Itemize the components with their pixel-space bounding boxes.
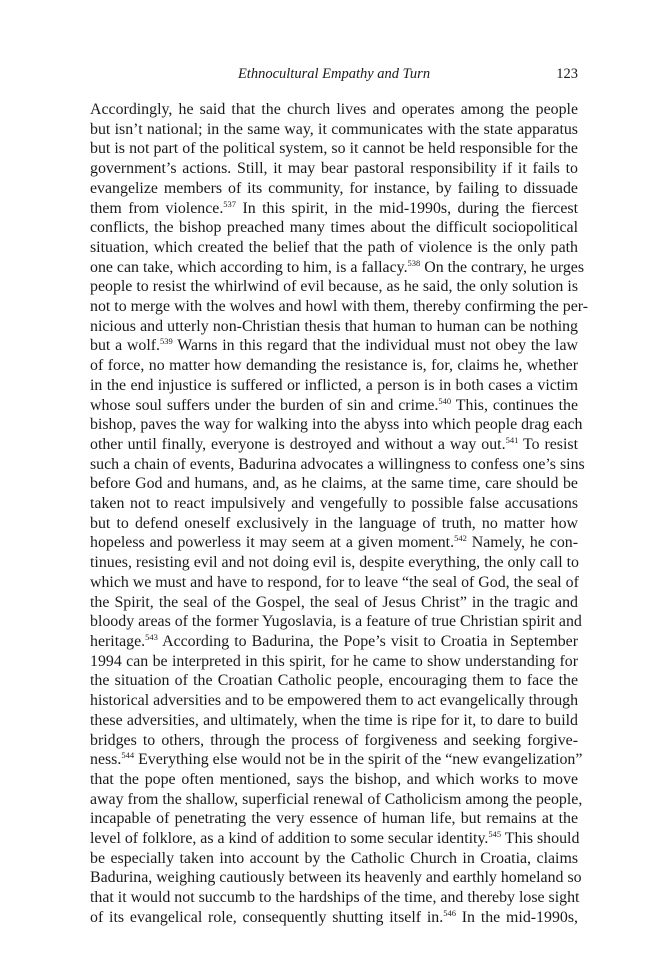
- text-line: [90, 849, 578, 869]
- text-line: [90, 257, 585, 278]
- text-segment: which we must and have to respond, for to leave “the seal of God, the seal of: [90, 573, 579, 591]
- text-segment: but isn’t national; in the same way, it communicates with the state apparatus: [90, 120, 578, 138]
- text-line: [90, 711, 578, 731]
- text-segment: bishop, paves the way for walking into the abyss into which people drag each: [90, 416, 583, 434]
- page-number: 123: [556, 66, 578, 82]
- text-segment: To resist: [518, 435, 578, 453]
- text-line: [90, 317, 578, 337]
- footnote-marker: 539: [160, 336, 173, 347]
- text-segment: these adversities, and ultimately, when the time is ripe for it, to dare to build: [90, 711, 578, 729]
- text-line: [90, 671, 578, 691]
- text-line: [90, 770, 578, 790]
- text-segment: government’s actions. Still, it may bear pastoral responsibility if it fails to: [90, 160, 578, 178]
- text-line: [90, 474, 578, 494]
- text-line: [90, 652, 578, 672]
- text-line: [90, 908, 578, 928]
- text-segment: bloody areas of the former Yugoslavia, is a feature of true Christian spirit and: [90, 613, 582, 631]
- text-line: [90, 829, 578, 849]
- text-line: [90, 494, 578, 514]
- text-segment: Accordingly, he said that the church lives and operates among the people: [90, 101, 578, 118]
- text-segment: whose soul suffers under the burden of sin and crime.: [90, 396, 439, 414]
- text-line: [90, 435, 578, 455]
- text-segment: hopeless and powerless it may seem at a given moment.: [90, 534, 455, 552]
- text-line: [90, 297, 589, 317]
- text-segment: in the end injustice is suffered or inflicted, a person is in both cases a victim: [90, 376, 578, 394]
- text-segment: not to merge with the wolves and howl with them, thereby confirming the per-: [90, 298, 589, 316]
- text-line: [90, 691, 578, 711]
- text-segment: nicious and utterly non-Christian thesis that human to human can be nothing: [90, 317, 578, 335]
- text-segment: that the pope often mentioned, says the bishop, and which works to move: [90, 770, 578, 788]
- text-segment: of its evangelical role, consequently shutting itself in.: [90, 908, 444, 926]
- footnote-marker: 542: [454, 533, 467, 544]
- text-segment: level of folklore, as a kind of addition to some secular identity.: [90, 830, 489, 848]
- text-line: [90, 593, 578, 613]
- text-line: [90, 277, 578, 297]
- footnote-marker: 537: [223, 198, 237, 209]
- text-segment: taken not to react impulsively and vengefully to possible false accusations: [90, 495, 578, 513]
- text-line: [90, 159, 578, 179]
- text-segment: incapable of penetrating the very essence of human life, but remains at the: [90, 810, 578, 828]
- text-line: [90, 888, 578, 908]
- text-line: [90, 553, 578, 573]
- text-segment: Everything else would not be in the spirit of the “new evangelization”: [134, 751, 583, 769]
- text-segment: be especially taken into account by the Catholic Church in Croatia, claims: [90, 849, 578, 867]
- footnote-marker: 544: [121, 750, 135, 761]
- footnote-marker: 546: [443, 907, 456, 918]
- text-segment: the situation of the Croatian Catholic people, encouraging them to face the: [90, 672, 578, 690]
- text-line: [90, 139, 578, 159]
- text-segment: heritage.: [90, 632, 146, 650]
- text-segment: that it would not succumb to the hardships of the time, and thereby lose sight: [90, 889, 580, 907]
- text-line: [90, 514, 578, 534]
- text-line: [90, 790, 583, 810]
- text-segment: but to defend oneself exclusively in the language of truth, no matter how: [90, 514, 578, 532]
- text-segment: This, continues the: [451, 396, 578, 414]
- text-line: [90, 533, 578, 553]
- text-line: [90, 868, 582, 888]
- text-segment: but is not part of the political system, so it cannot be held responsible for the: [90, 140, 578, 158]
- text-line: [90, 199, 578, 219]
- text-segment: evangelize members of its community, for instance, by failing to dissuade: [90, 179, 578, 197]
- text-line: [90, 415, 583, 435]
- footnote-marker: 540: [438, 395, 452, 406]
- text-segment: In the mid-1990s,: [455, 908, 578, 926]
- text-line: [90, 750, 583, 770]
- text-segment: situation, which created the belief that the path of violence is the only path: [90, 238, 578, 256]
- text-segment: Namely, he con-: [466, 534, 578, 552]
- text-segment: In this spirit, in the mid-1990s, during the fiercest: [236, 199, 578, 217]
- text-segment: conflicts, the bishop preached many times about the difficult sociopolitical: [90, 219, 578, 237]
- text-segment: other until finally, everyone is destroyed and without a way out.: [90, 435, 506, 453]
- footnote-marker: 543: [145, 631, 158, 642]
- text-segment: the Spirit, the seal of the Gospel, the seal of Jesus Christ” in the tragic and: [90, 593, 578, 611]
- text-line: [90, 632, 578, 652]
- text-segment: 1994 can be interpreted in this spirit, for he came to show understanding for: [90, 652, 578, 670]
- text-segment: tinues, resisting evil and not doing evil is, despite everything, the only call to: [90, 554, 579, 572]
- text-line: [90, 356, 578, 376]
- text-segment: away from the shallow, superficial renewal of Catholicism among the people,: [90, 790, 583, 808]
- text-segment: but a wolf.: [90, 337, 161, 355]
- running-head: [90, 66, 578, 86]
- text-line: [90, 612, 582, 632]
- running-head-title: Ethnocultural Empathy and Turn: [237, 66, 431, 82]
- text-line: [90, 120, 578, 140]
- text-line: [90, 376, 578, 396]
- text-segment: them from violence.: [90, 199, 224, 217]
- text-segment: This should: [501, 830, 580, 848]
- text-line: [90, 455, 585, 475]
- text-line: [90, 809, 578, 829]
- text-segment: such a chain of events, Badurina advocates a willingness to confess one’s sins: [90, 455, 585, 473]
- text-segment: of force, no matter how demanding the resistance is, for, claims he, whether: [90, 357, 578, 375]
- text-segment: On the contrary, he urges: [420, 258, 585, 276]
- text-line: [90, 396, 578, 416]
- text-segment: ness.: [90, 751, 122, 769]
- text-line: [90, 336, 578, 356]
- body-paragraph: [90, 100, 589, 928]
- text-line: [90, 218, 578, 238]
- footnote-marker: 538: [407, 257, 421, 268]
- footnote-marker: 545: [488, 829, 502, 840]
- text-segment: bridges to others, through the process of forgiveness and seeking forgive-: [90, 731, 578, 749]
- text-segment: Badurina, weighing cautiously between its heavenly and earthly homeland so: [90, 869, 582, 887]
- text-line: [90, 731, 578, 751]
- footnote-marker: 541: [505, 434, 519, 445]
- text-segment: According to Badurina, the Pope’s visit to Croatia in September: [157, 632, 578, 650]
- text-line: [90, 573, 578, 593]
- text-line: [90, 238, 578, 258]
- text-line: [90, 100, 578, 120]
- text-segment: people to resist the whirlwind of evil because, as he said, the only solution is: [90, 278, 578, 296]
- text-segment: one can take, which according to him, is a fallacy.: [90, 258, 408, 276]
- text-segment: historical adversities and to be empowered them to act evangelically through: [90, 692, 579, 710]
- text-segment: before God and humans, and, as he claims, at the same time, care should be: [90, 475, 578, 493]
- text-segment: Warns in this regard that the individual must not obey the law: [172, 337, 579, 355]
- text-line: [90, 179, 578, 199]
